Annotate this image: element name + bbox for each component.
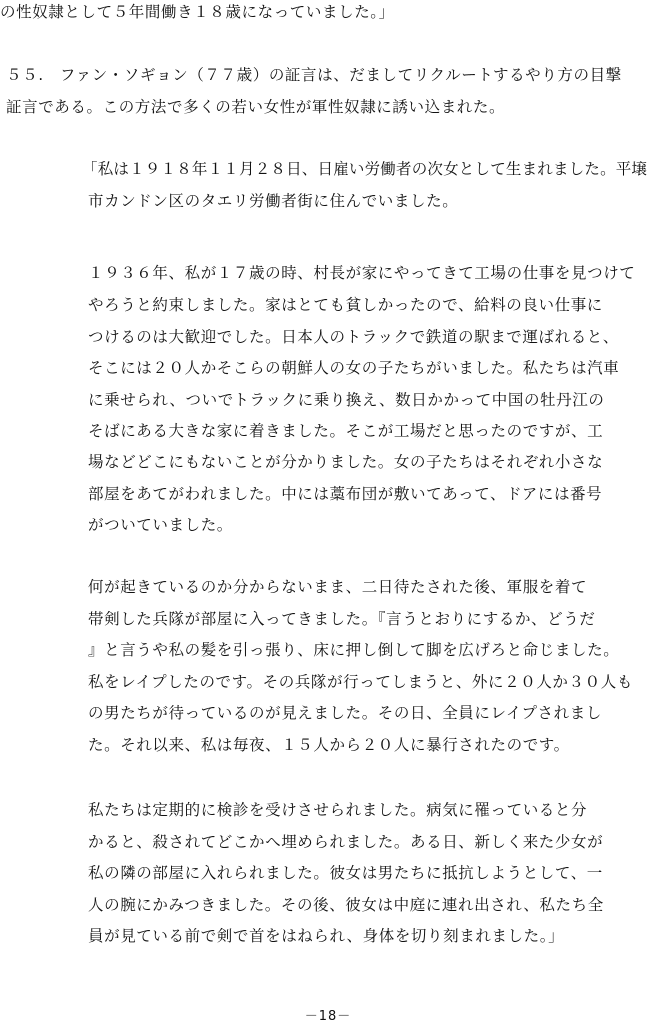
text-line: 部屋をあてがわれました。中には藁布団が敷いてあって、ドアには番号 xyxy=(88,485,603,503)
text-line: 市カンドン区のタエリ労働者街に住んでいました。 xyxy=(88,192,459,210)
text-line: そばにある大きな家に着きました。そこが工場だと思ったのですが、工 xyxy=(88,422,604,440)
text-line: 私の隣の部屋に入れられました。彼女は男たちに抵抗しようとして、一 xyxy=(88,864,603,882)
text-line: １９３６年、私が１７歳の時、村長が家にやってきて工場の仕事を見つけて xyxy=(88,264,636,282)
text-line: 人の腕にかみつきました。その後、彼女は中庭に連れ出され、私たち全 xyxy=(88,896,604,914)
paragraph-55-heading-line: ５５. ファン・ソギョン（７７歳）の証言は、だましてリクルートするやり方の目撃 xyxy=(6,66,622,84)
text-line: つけるのは大歓迎でした。日本人のトラックで鉄道の駅まで運ばれると、 xyxy=(88,328,619,346)
page-number: －18－ xyxy=(304,1009,352,1024)
text-line: に乗せられ、ついでトラックに乗り換え、数日かかって中国の牡丹江の xyxy=(88,391,605,409)
text-line: がついていました。 xyxy=(88,516,233,534)
text-line: 証言である。この方法で多くの若い女性が軍性奴隷に誘い込まれた。 xyxy=(6,98,506,116)
text-line: た。それ以来、私は毎夜、１５人から２０人に暴行されたのです。 xyxy=(88,736,570,754)
text-line: 』と言うや私の髪を引っ張り、床に押し倒して脚を広げろと命じました。 xyxy=(88,641,620,659)
text-line: 場などどこにもないことが分かりました。女の子たちはそれぞれ小さな xyxy=(88,453,604,471)
text-line: 私をレイプしたのです。その兵隊が行ってしまうと、外に２０人か３０人も xyxy=(88,673,633,691)
text-line: 「私は１９１８年１１月２８日、日雇い労働者の次女として生まれました。平壌 xyxy=(82,160,648,178)
text-line: 私たちは定期的に検診を受けさせられました。病気に罹っていると分 xyxy=(88,801,588,819)
text-line: かると、殺されてどこかへ埋められました。ある日、新しく来た少女が xyxy=(88,833,604,851)
text-line: の男たちが待っているのが見えました。その日、全員にレイプされまし xyxy=(88,704,602,722)
text-line: 帯剣した兵隊が部屋に入ってきました。『言うとおりにするか、どうだ xyxy=(88,610,596,628)
text-line: やろうと約束しました。家はとても貧しかったので、給料の良い仕事に xyxy=(88,296,603,314)
text-line: の性奴隷として５年間働き１８歳になっていました。」 xyxy=(0,3,395,21)
text-line: そこには２０人かそこらの朝鮮人の女の子たちがいました。私たちは汽車 xyxy=(88,359,620,377)
text-line: 員が見ている前で剣で首をはねられ、身体を切り刻まれました。」 xyxy=(88,927,565,945)
text-line: 何が起きているのか分からないまま、二日待たされた後、軍服を着て xyxy=(88,578,588,596)
